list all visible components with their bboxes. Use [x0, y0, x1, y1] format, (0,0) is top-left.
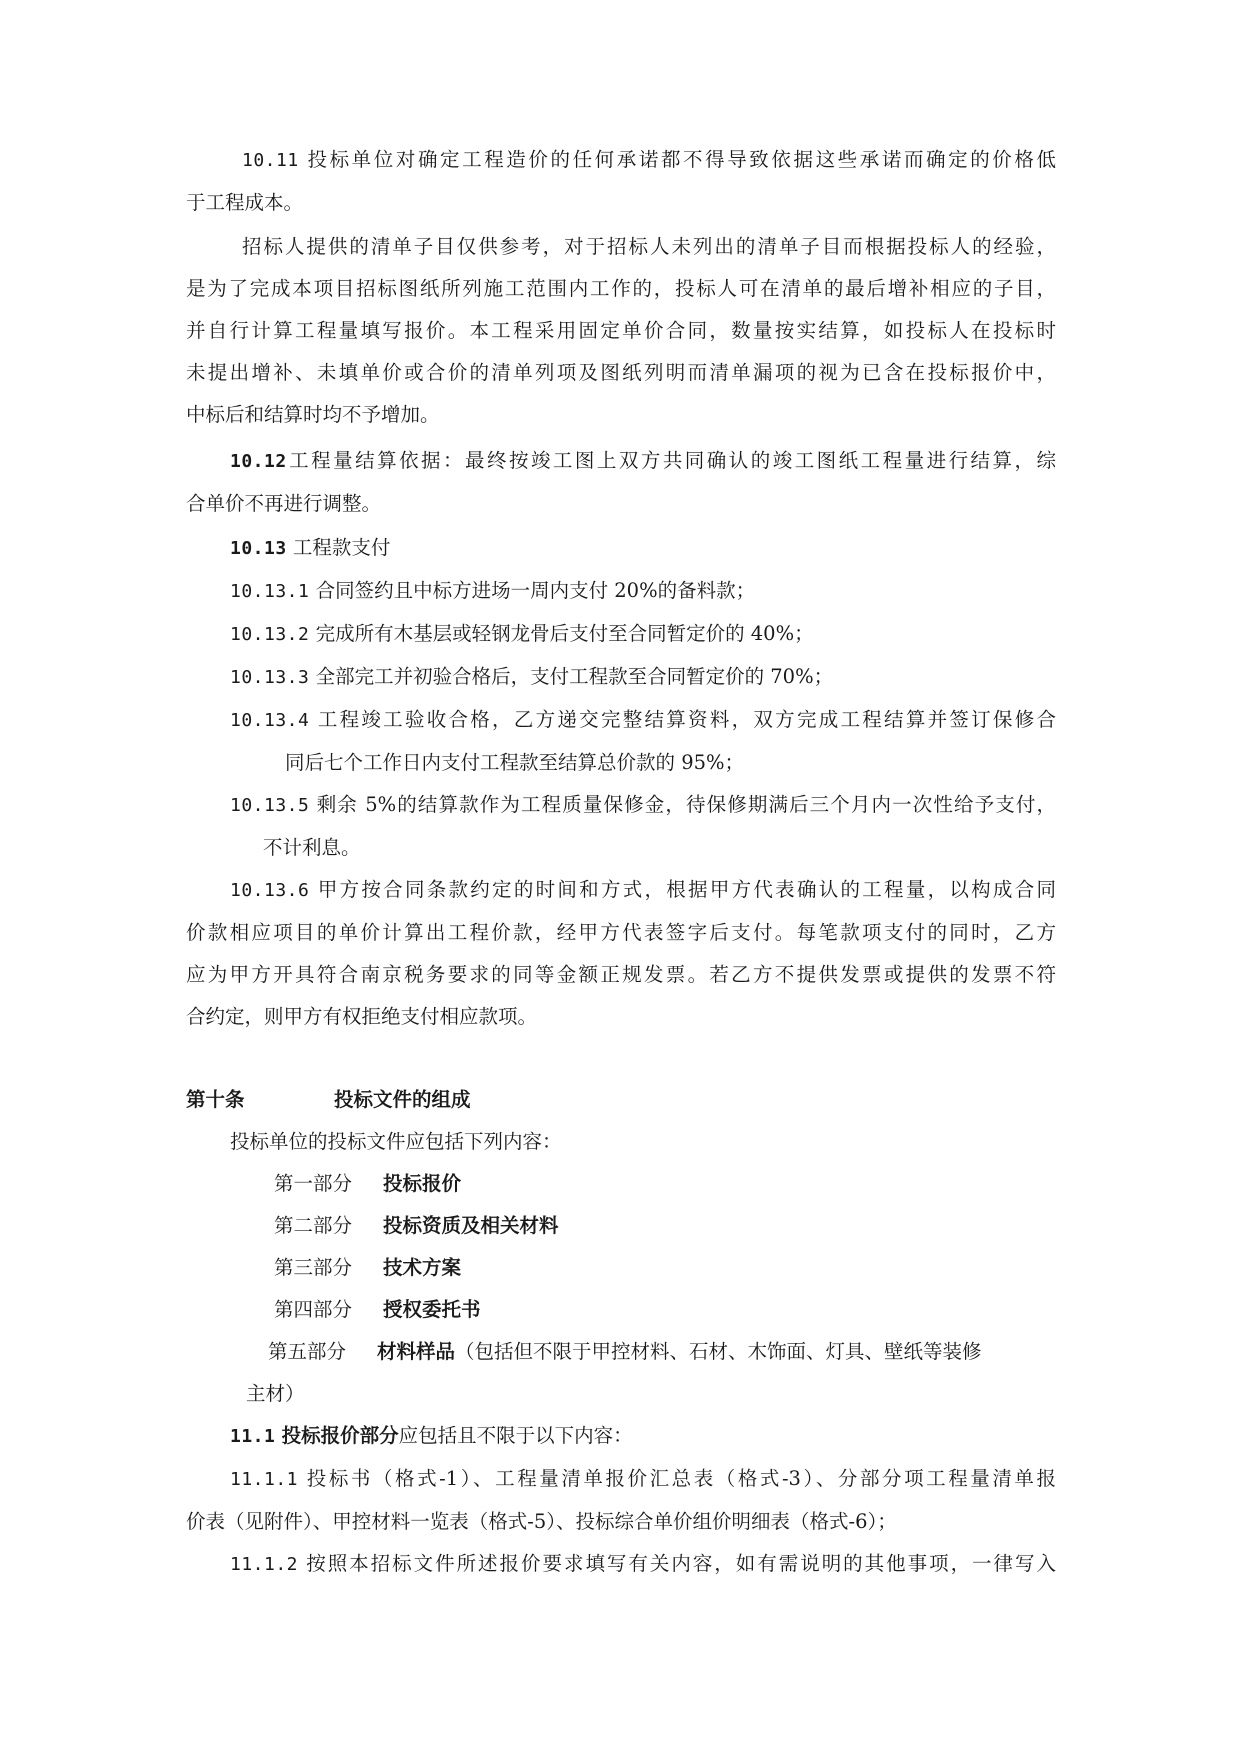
- clause-number: 11.1: [230, 1426, 276, 1447]
- clause-title: 投标报价部分: [281, 1424, 399, 1447]
- article-intro: 投标单位的投标文件应包括下列内容：: [230, 1130, 562, 1153]
- bid-item-2: 11.1.2 按照本招标文件所述报价要求填写有关内容，如有需说明的其他事项，一律写入: [230, 1552, 1056, 1575]
- clause-10-13: 10.13 工程款支付 10.13.1 合同签约且中标方进场一周内支付 20%的备料款； 10.13.2 完成所有木基层或轻钢龙骨后支付至合同暂定价的 40%； 10.13.3 全部完工并初验合格后，支付工程款至合同暂定价的 70%； 10.13.4 工程竣工验收合格，乙方递交完整结算资料，双方完成工程结算并签订保修合 同后七个工作日内支付工程款至结算总价款的 95%； 10.13.5 剩余 5%的结算款作为工程质量保修金，待保修期满后三个月内一次性给予支付， 不计利息。 10.13.6 甲方按合同条款约定的时间和方式，根据甲方代表确认的工程量，以构成合同 价款相应项目的单价计算出工程价款，经甲方代表签字后支付。每笔款项支付的同时，乙方 应为甲方开具符合南京税务要求的同等金额正规发票。若乙方不提供发票或提供的发票不符 合约定，则甲方有权拒绝支付相应款项。: [186, 536, 1056, 1028]
- clause-10-11: [186, 139, 1056, 224]
- paragraph-bill-items: 招标人提供的清单子目仅供参考，对于招标人未列出的清单子目而根据投标人的经验， 是为了完成本项目招标图纸所列施工范围内工作的，投标人可在清单的最后增补相应的子目， 并自行计算工程量填写报价。本工程采用固定单价合同，数量按实结算，如投标人在投标时 未提出增补、未填单价或合价的清单列项及图纸列明而清单漏项的视为已含在投标报价中， 中标后和结算时均不予增加。: [186, 235, 1056, 426]
- article-label: 第十条: [186, 1088, 245, 1111]
- clause-number: 10.12: [230, 451, 287, 472]
- payment-item-3: 10.13.3 全部完工并初验合格后，支付工程款至合同暂定价的 70%；: [230, 665, 834, 688]
- payment-item-4: 10.13.4 工程竣工验收合格，乙方递交完整结算资料，双方完成工程结算并签订保修合: [230, 708, 1056, 731]
- payment-item-5: 10.13.5 剩余 5%的结算款作为工程质量保修金，待保修期满后三个月内一次性给予支付，: [230, 793, 1056, 816]
- clause-10-11-line-1: 10.11 投标单位对确定工程造价的任何承诺都不得导致依据这些承诺而确定的价格低: [242, 148, 1056, 171]
- clause-10-12: 10.12工程量结算依据：最终按竣工图上双方共同确认的竣工图纸工程量进行结算，综 合单价不再进行调整。: [186, 449, 1056, 515]
- part-3: 第三部分 技术方案: [274, 1256, 462, 1279]
- part-4: 第四部分 授权委托书: [274, 1298, 481, 1321]
- bid-item-1: 11.1.1 投标书（格式-1）、工程量清单报价汇总表（格式-3）、分部分项工程量清单报: [230, 1467, 1056, 1490]
- article-title: 投标文件的组成: [334, 1088, 471, 1111]
- part-2: 第二部分 投标资质及相关材料: [274, 1214, 559, 1237]
- article-heading: [186, 1079, 471, 1121]
- clause-number: 10.13: [230, 538, 287, 559]
- part-1: 第一部分 投标报价: [274, 1172, 462, 1195]
- part-5-continued: 主材）: [246, 1382, 305, 1405]
- payment-item-1: 10.13.1 合同签约且中标方进场一周内支付 20%的备料款；: [230, 579, 756, 602]
- clause-number: 10.11: [242, 150, 299, 171]
- clause-title: 工程款支付: [292, 536, 391, 559]
- payment-item-6: 10.13.6 甲方按合同条款约定的时间和方式，根据甲方代表确认的工程量，以构成合同: [230, 878, 1056, 901]
- payment-item-2: 10.13.2 完成所有木基层或轻钢龙骨后支付至合同暂定价的 40%；: [230, 622, 814, 645]
- clause-10-11-line-2: 于工程成本。: [186, 191, 304, 214]
- part-5: 第五部分 材料样品（包括但不限于甲控材料、石材、木饰面、灯具、壁纸等装修: [268, 1340, 982, 1363]
- clause-11-1: 11.1 投标报价部分应包括且不限于以下内容： 11.1.1 投标书（格式-1）、工程量清单报价汇总表（格式-3）、分部分项工程量清单报 价表（见附件）、甲控材料一览表（格式-5）、投标综合单价组价明细表（格式-6）； 11.1.2 按照本招标文件所述报价要求填写有关内容，如有需说明的其他事项，一律写入: [186, 1415, 1056, 1586]
